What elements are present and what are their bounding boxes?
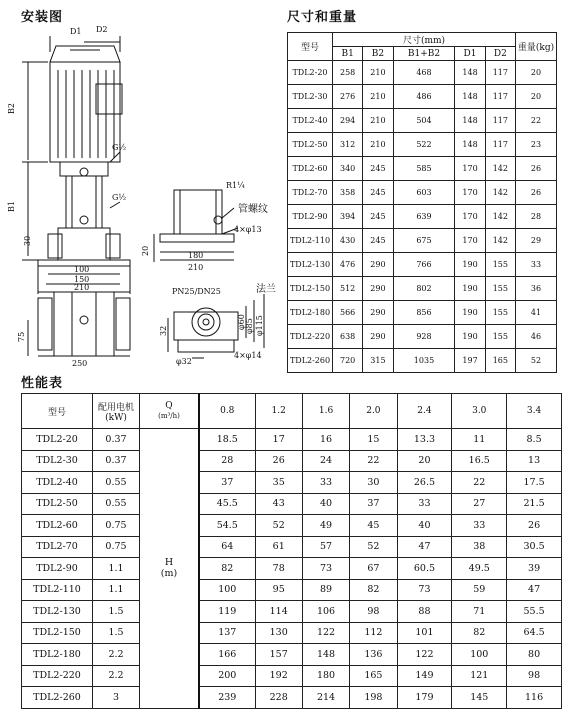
dims-cell: 639 <box>393 205 455 229</box>
perf-cell-head: 49 <box>302 515 349 537</box>
dims-cell: 52 <box>516 349 557 373</box>
dims-heading: 尺寸和重量 <box>287 10 358 25</box>
perf-col-model: 型号 <box>22 394 93 429</box>
perf-cell-head: 73 <box>397 579 452 601</box>
perf-cell-head: 45.5 <box>199 493 255 515</box>
perf-cell-head: 157 <box>255 644 302 666</box>
perf-cell-head: 78 <box>255 558 302 580</box>
perf-cell-kw: 0.75 <box>93 515 140 537</box>
dims-cell: 210 <box>363 61 393 85</box>
dims-cell: 170 <box>455 181 485 205</box>
perf-cell-head: 106 <box>302 601 349 623</box>
perf-cell-model: TDL2-30 <box>22 450 93 472</box>
dims-row <box>288 229 557 253</box>
perf-cell-head: 26 <box>507 515 562 537</box>
label-180: 180 <box>188 251 204 260</box>
label-100: 100 <box>74 265 90 274</box>
perf-cell-head: 89 <box>302 579 349 601</box>
label-flange: 法兰 <box>256 284 276 295</box>
dims-cell-model: TDL2-40 <box>288 109 333 133</box>
perf-cell-head: 33 <box>397 493 452 515</box>
perf-cell-head: 61 <box>255 536 302 558</box>
perf-heading: 性能表 <box>21 376 64 391</box>
dims-cell: 290 <box>363 277 393 301</box>
dims-row <box>288 325 557 349</box>
dims-cell: 26 <box>516 181 557 205</box>
perf-cell-model: TDL2-20 <box>22 429 93 451</box>
perf-row <box>22 472 562 494</box>
perf-cell-head: 39 <box>507 558 562 580</box>
perf-cell-head: 33 <box>452 515 507 537</box>
perf-cell-head: 15 <box>350 429 397 451</box>
label-20: 20 <box>141 245 150 256</box>
dims-cell: 148 <box>455 85 485 109</box>
perf-cell-head: 54.5 <box>199 515 255 537</box>
dims-cell: 142 <box>485 157 515 181</box>
dims-cell: 23 <box>516 133 557 157</box>
perf-cell-head: 52 <box>255 515 302 537</box>
perf-row <box>22 644 562 666</box>
perf-cell-head: 122 <box>397 644 452 666</box>
dims-subcol: B2 <box>363 47 393 61</box>
dims-cell-model: TDL2-110 <box>288 229 333 253</box>
perf-cell-head: 179 <box>397 687 452 709</box>
perf-cell-head: 22 <box>350 450 397 472</box>
perf-cell-model: TDL2-150 <box>22 622 93 644</box>
perf-cell-head: 100 <box>199 579 255 601</box>
perf-cell-head: 18.5 <box>199 429 255 451</box>
perf-cell-kw: 1.5 <box>93 601 140 623</box>
perf-cell-head: 40 <box>302 493 349 515</box>
perf-cell-model: TDL2-260 <box>22 687 93 709</box>
perf-row <box>22 493 562 515</box>
perf-row <box>22 515 562 537</box>
dims-col-size: 尺寸(mm) <box>333 33 516 47</box>
dims-cell: 22 <box>516 109 557 133</box>
dims-cell: 155 <box>485 301 515 325</box>
dims-cell: 33 <box>516 253 557 277</box>
dims-row <box>288 85 557 109</box>
perf-cell-head: 82 <box>452 622 507 644</box>
label-250: 250 <box>72 359 88 368</box>
dims-cell: 340 <box>333 157 363 181</box>
dims-cell: 394 <box>333 205 363 229</box>
perf-row <box>22 536 562 558</box>
dims-cell: 430 <box>333 229 363 253</box>
install-heading: 安装图 <box>21 10 64 25</box>
dims-cell: 170 <box>455 157 485 181</box>
dims-cell: 358 <box>333 181 363 205</box>
dims-cell: 638 <box>333 325 363 349</box>
dims-cell: 190 <box>455 253 485 277</box>
perf-cell-head: 26 <box>255 450 302 472</box>
dims-cell: 20 <box>516 61 557 85</box>
dims-cell: 522 <box>393 133 455 157</box>
dims-row <box>288 61 557 85</box>
installation-drawing <box>8 22 290 382</box>
perf-cell-head: 145 <box>452 687 507 709</box>
perf-cell-head: 11 <box>452 429 507 451</box>
perf-cell-head: 88 <box>397 601 452 623</box>
perf-cell-head: 82 <box>350 579 397 601</box>
perf-cell-head: 112 <box>350 622 397 644</box>
perf-cell-head: 20 <box>397 450 452 472</box>
label-210b: 210 <box>188 263 204 272</box>
perf-col-motor <box>93 394 140 429</box>
perf-cell-head: 214 <box>302 687 349 709</box>
perf-cell-head: 33 <box>302 472 349 494</box>
label-g-bottom: G½ <box>112 193 127 202</box>
perf-cell-kw: 0.37 <box>93 429 140 451</box>
dims-subcol: B1 <box>333 47 363 61</box>
dims-cell-model: TDL2-30 <box>288 85 333 109</box>
dims-cell-model: TDL2-70 <box>288 181 333 205</box>
dims-cell: 245 <box>363 181 393 205</box>
dims-cell: 190 <box>455 301 485 325</box>
dims-cell: 312 <box>333 133 363 157</box>
perf-cell-head: 136 <box>350 644 397 666</box>
perf-cell-head: 148 <box>302 644 349 666</box>
perf-cell-model: TDL2-70 <box>22 536 93 558</box>
label-pn: PN25/DN25 <box>172 287 221 296</box>
dims-cell: 486 <box>393 85 455 109</box>
dims-cell: 26 <box>516 157 557 181</box>
dims-cell: 36 <box>516 277 557 301</box>
perf-cell-model: TDL2-40 <box>22 472 93 494</box>
label-30: 30 <box>23 235 32 246</box>
perf-cell-head: 71 <box>452 601 507 623</box>
perf-flow-header: 3.0 <box>452 394 507 429</box>
perf-cell-head: 59 <box>452 579 507 601</box>
dims-cell: 117 <box>485 133 515 157</box>
perf-cell-kw: 0.37 <box>93 450 140 472</box>
dims-cell: 190 <box>455 277 485 301</box>
dims-cell: 504 <box>393 109 455 133</box>
label-r114: R1¼ <box>226 181 245 190</box>
perf-cell-head: 130 <box>255 622 302 644</box>
perf-row <box>22 558 562 580</box>
dims-cell: 512 <box>333 277 363 301</box>
label-phi32: φ32 <box>176 357 192 366</box>
perf-cell-head: 21.5 <box>507 493 562 515</box>
perf-cell-head: 22 <box>452 472 507 494</box>
dims-cell: 148 <box>455 61 485 85</box>
label-phi85: φ85 <box>245 318 254 334</box>
label-150: 150 <box>74 275 90 284</box>
dims-cell: 117 <box>485 61 515 85</box>
perf-cell-head: 98 <box>507 665 562 687</box>
perf-flow-header: 2.0 <box>350 394 397 429</box>
perf-flow-header: 2.4 <box>397 394 452 429</box>
perf-cell-kw: 0.55 <box>93 493 140 515</box>
dims-cell: 468 <box>393 61 455 85</box>
dims-cell: 142 <box>485 205 515 229</box>
perf-cell-head: 16 <box>302 429 349 451</box>
label-b2: B2 <box>7 103 16 114</box>
dims-cell: 165 <box>485 349 515 373</box>
label-210: 210 <box>74 283 90 292</box>
perf-motor-unit: (kW) <box>105 412 127 423</box>
dims-cell: 315 <box>363 349 393 373</box>
dims-row <box>288 205 557 229</box>
perf-cell-head: 52 <box>350 536 397 558</box>
perf-flow-header: 1.6 <box>302 394 349 429</box>
label-bolt14: 4×φ14 <box>234 351 262 360</box>
perf-cell-head: 13.3 <box>397 429 452 451</box>
perf-q-label: Q <box>165 401 173 411</box>
perf-cell-head: 165 <box>350 665 397 687</box>
dims-cell: 155 <box>485 253 515 277</box>
label-d1: D1 <box>70 27 82 36</box>
dims-cell: 294 <box>333 109 363 133</box>
dims-cell: 276 <box>333 85 363 109</box>
perf-cell-head: 80 <box>507 644 562 666</box>
perf-cell-head: 16.5 <box>452 450 507 472</box>
label-75: 75 <box>17 331 26 342</box>
perf-cell-head: 100 <box>452 644 507 666</box>
dims-cell: 290 <box>363 301 393 325</box>
dims-cell: 148 <box>455 133 485 157</box>
perf-row <box>22 579 562 601</box>
perf-flow-header: 0.8 <box>199 394 255 429</box>
dims-cell-model: TDL2-260 <box>288 349 333 373</box>
dims-row <box>288 349 557 373</box>
dims-cell-model: TDL2-60 <box>288 157 333 181</box>
dims-col-model: 型号 <box>288 33 333 61</box>
label-pipe-thread: 管螺纹 <box>238 204 268 215</box>
perf-cell-kw: 1.1 <box>93 579 140 601</box>
dims-cell: 170 <box>455 229 485 253</box>
dims-cell: 1035 <box>393 349 455 373</box>
perf-cell-head: 60.5 <box>397 558 452 580</box>
perf-cell-head: 8.5 <box>507 429 562 451</box>
perf-cell-head: 198 <box>350 687 397 709</box>
perf-cell-head: 121 <box>452 665 507 687</box>
dims-row <box>288 133 557 157</box>
perf-row <box>22 429 562 451</box>
dims-cell: 856 <box>393 301 455 325</box>
perf-cell-model: TDL2-220 <box>22 665 93 687</box>
dims-cell: 197 <box>455 349 485 373</box>
perf-cell-head: 27 <box>452 493 507 515</box>
perf-cell-head: 67 <box>350 558 397 580</box>
perf-cell-head: 228 <box>255 687 302 709</box>
perf-cell-head: 114 <box>255 601 302 623</box>
perf-cell-model: TDL2-130 <box>22 601 93 623</box>
perf-cell-head: 137 <box>199 622 255 644</box>
dims-cell-model: TDL2-50 <box>288 133 333 157</box>
dims-row <box>288 181 557 205</box>
perf-cell-head: 166 <box>199 644 255 666</box>
dims-cell: 28 <box>516 205 557 229</box>
dims-cell: 245 <box>363 205 393 229</box>
perf-cell-head: 35 <box>255 472 302 494</box>
dims-cell: 41 <box>516 301 557 325</box>
perf-cell-head: 119 <box>199 601 255 623</box>
perf-cell-kw: 3 <box>93 687 140 709</box>
perf-cell-kw: 1.5 <box>93 622 140 644</box>
dims-cell: 210 <box>363 85 393 109</box>
perf-row <box>22 687 562 709</box>
perf-cell-head: 55.5 <box>507 601 562 623</box>
perf-cell-head: 82 <box>199 558 255 580</box>
label-phi60: φ60 <box>237 314 246 330</box>
label-b1: B1 <box>7 201 16 212</box>
dims-cell: 210 <box>363 109 393 133</box>
perf-cell-head: 64.5 <box>507 622 562 644</box>
dims-cell: 20 <box>516 85 557 109</box>
dims-cell: 585 <box>393 157 455 181</box>
perf-cell-head: 45 <box>350 515 397 537</box>
dims-row <box>288 109 557 133</box>
lower-port <box>80 216 88 224</box>
perf-row <box>22 665 562 687</box>
label-bolt13: 4×φ13 <box>234 225 262 234</box>
perf-cell-head: 37 <box>350 493 397 515</box>
dims-cell: 245 <box>363 229 393 253</box>
dims-cell: 603 <box>393 181 455 205</box>
perf-cell-head: 98 <box>350 601 397 623</box>
perf-cell-head: 24 <box>302 450 349 472</box>
dims-subcol: D2 <box>485 47 515 61</box>
perf-cell-head: 95 <box>255 579 302 601</box>
perf-cell-model: TDL2-60 <box>22 515 93 537</box>
dims-cell: 142 <box>485 181 515 205</box>
perf-cell-head: 149 <box>397 665 452 687</box>
perf-cell-kw: 2.2 <box>93 644 140 666</box>
perf-cell-head: 26.5 <box>397 472 452 494</box>
dims-cell: 210 <box>363 133 393 157</box>
dims-row <box>288 253 557 277</box>
dims-cell: 117 <box>485 109 515 133</box>
perf-cell-head: 49.5 <box>452 558 507 580</box>
dims-cell: 142 <box>485 229 515 253</box>
upper-port <box>80 168 88 176</box>
perf-cell-kw: 0.75 <box>93 536 140 558</box>
perf-cell-head: 64 <box>199 536 255 558</box>
perf-cell-kw: 2.2 <box>93 665 140 687</box>
dims-cell: 476 <box>333 253 363 277</box>
dims-cell: 245 <box>363 157 393 181</box>
dims-cell: 155 <box>485 277 515 301</box>
dims-cell: 258 <box>333 61 363 85</box>
perf-cell-head: 38 <box>452 536 507 558</box>
dims-cell: 29 <box>516 229 557 253</box>
perf-flow-header: 3.4 <box>507 394 562 429</box>
perf-motor-label: 配用电机 <box>97 402 134 413</box>
perf-h-unit: (m) <box>160 568 178 580</box>
dims-cell: 190 <box>455 325 485 349</box>
perf-cell-head: 17 <box>255 429 302 451</box>
perf-cell-head: 200 <box>199 665 255 687</box>
perf-table <box>21 393 562 709</box>
perf-row <box>22 622 562 644</box>
dims-table <box>287 32 557 373</box>
dims-cell-model: TDL2-90 <box>288 205 333 229</box>
dims-cell: 117 <box>485 85 515 109</box>
perf-cell-kw: 0.55 <box>93 472 140 494</box>
label-phi115: φ115 <box>255 315 264 336</box>
dims-subcol: B1+B2 <box>393 47 455 61</box>
perf-cell-head: 17.5 <box>507 472 562 494</box>
perf-cell-head: 101 <box>397 622 452 644</box>
perf-cell-head: 192 <box>255 665 302 687</box>
dims-row <box>288 277 557 301</box>
dims-row <box>288 301 557 325</box>
perf-row <box>22 450 562 472</box>
perf-h-letter: H <box>164 557 174 569</box>
perf-cell-head: 43 <box>255 493 302 515</box>
motor-body <box>50 62 120 162</box>
dims-cell: 566 <box>333 301 363 325</box>
perf-cell-model: TDL2-90 <box>22 558 93 580</box>
perf-cell-head: 122 <box>302 622 349 644</box>
label-g-top: G½ <box>112 143 127 152</box>
dims-cell-model: TDL2-220 <box>288 325 333 349</box>
perf-cell-head: 180 <box>302 665 349 687</box>
perf-cell-head: 47 <box>397 536 452 558</box>
dims-cell: 802 <box>393 277 455 301</box>
label-32a: 32 <box>159 325 168 336</box>
perf-cell-head: 47 <box>507 579 562 601</box>
dims-cell-model: TDL2-180 <box>288 301 333 325</box>
perf-cell-head: 40 <box>397 515 452 537</box>
dims-subcol: D1 <box>455 47 485 61</box>
perf-cell-model: TDL2-180 <box>22 644 93 666</box>
dims-cell: 290 <box>363 325 393 349</box>
dims-cell: 46 <box>516 325 557 349</box>
dims-cell: 675 <box>393 229 455 253</box>
label-d2: D2 <box>96 25 108 34</box>
perf-cell-head: 73 <box>302 558 349 580</box>
dims-cell: 928 <box>393 325 455 349</box>
dims-cell: 155 <box>485 325 515 349</box>
perf-h-label <box>140 429 200 709</box>
perf-row <box>22 601 562 623</box>
dims-cell: 766 <box>393 253 455 277</box>
perf-cell-head: 57 <box>302 536 349 558</box>
perf-col-q <box>140 394 200 429</box>
perf-cell-head: 28 <box>199 450 255 472</box>
perf-cell-model: TDL2-50 <box>22 493 93 515</box>
perf-cell-kw: 1.1 <box>93 558 140 580</box>
dims-cell: 720 <box>333 349 363 373</box>
dims-col-weight: 重量(kg) <box>516 33 557 61</box>
dims-cell: 170 <box>455 205 485 229</box>
perf-cell-head: 30.5 <box>507 536 562 558</box>
perf-cell-head: 239 <box>199 687 255 709</box>
perf-cell-head: 37 <box>199 472 255 494</box>
perf-q-unit: (m³/h) <box>158 412 180 420</box>
perf-cell-head: 116 <box>507 687 562 709</box>
dims-cell-model: TDL2-20 <box>288 61 333 85</box>
perf-cell-head: 13 <box>507 450 562 472</box>
perf-cell-head: 30 <box>350 472 397 494</box>
dims-cell: 290 <box>363 253 393 277</box>
perf-cell-model: TDL2-110 <box>22 579 93 601</box>
dims-cell-model: TDL2-130 <box>288 253 333 277</box>
dims-cell: 148 <box>455 109 485 133</box>
dims-cell-model: TDL2-150 <box>288 277 333 301</box>
dims-row <box>288 157 557 181</box>
perf-flow-header: 1.2 <box>255 394 302 429</box>
